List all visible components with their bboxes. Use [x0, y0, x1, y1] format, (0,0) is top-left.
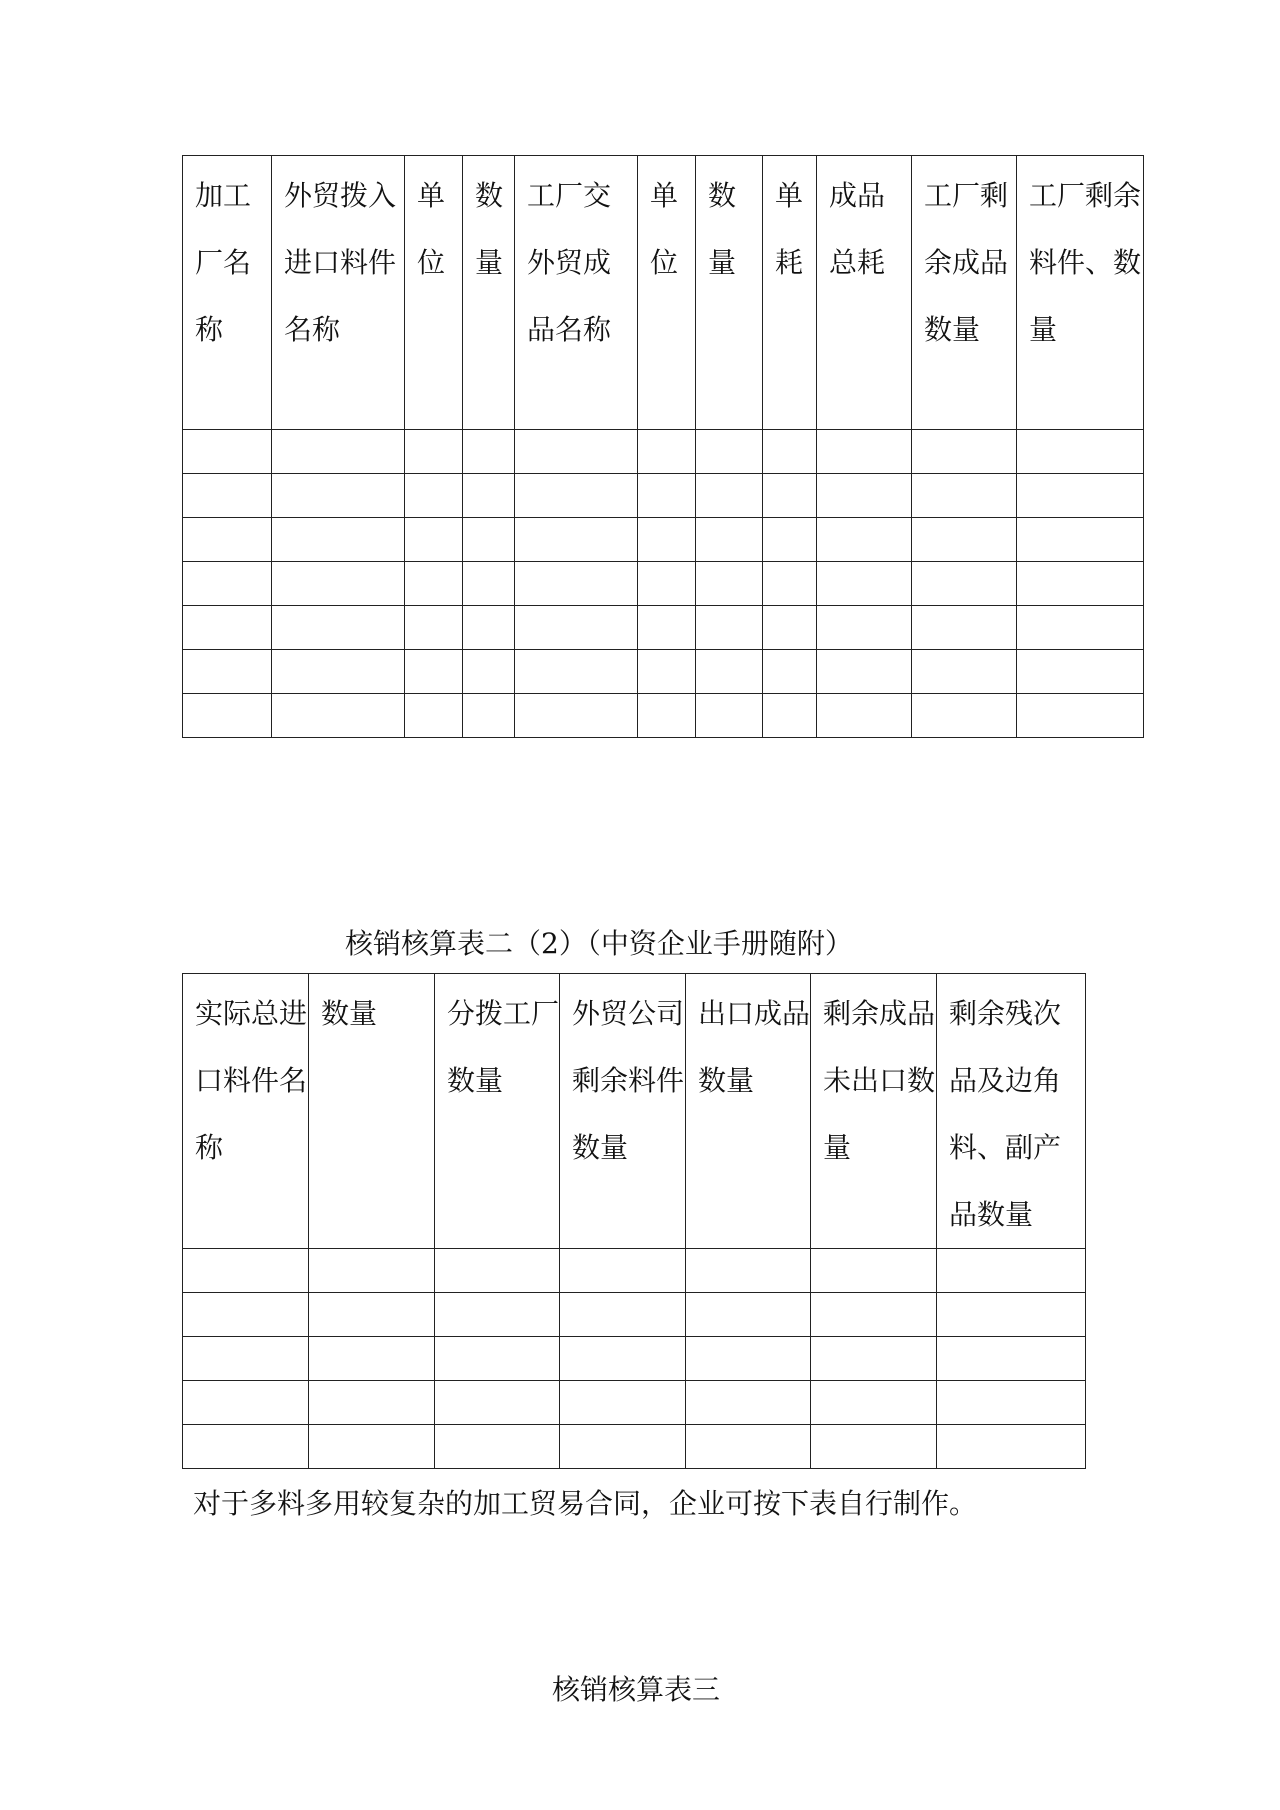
table-cell: [937, 1381, 1086, 1425]
table-cell: [309, 1249, 435, 1293]
table-body: [183, 430, 1144, 738]
table-cell: [638, 518, 696, 562]
table-cell: [405, 474, 463, 518]
table-cell: [272, 430, 405, 474]
header-quantity-2: 数量: [696, 156, 763, 430]
table-row: [183, 562, 1144, 606]
header-remaining-unexported: 剩余成品未出口数量: [811, 974, 937, 1249]
table-cell: [309, 1425, 435, 1469]
table-cell: [937, 1337, 1086, 1381]
header-unit-consumption: 单耗: [763, 156, 817, 430]
table-row: [183, 650, 1144, 694]
table-cell: [763, 606, 817, 650]
table-cell: [696, 606, 763, 650]
table-cell: [811, 1337, 937, 1381]
table-cell: [183, 694, 272, 738]
table-cell: [405, 518, 463, 562]
table-body: [183, 1249, 1086, 1469]
table-cell: [515, 694, 638, 738]
header-quantity: 数量: [309, 974, 435, 1249]
table-row: [183, 606, 1144, 650]
table-cell: [912, 430, 1017, 474]
table-cell: [763, 694, 817, 738]
table-cell: [560, 1293, 686, 1337]
table-cell: [817, 650, 912, 694]
table-cell: [183, 562, 272, 606]
table-cell: [686, 1425, 811, 1469]
table-cell: [696, 694, 763, 738]
table-cell: [696, 650, 763, 694]
table-cell: [463, 430, 515, 474]
table-cell: [696, 562, 763, 606]
table-cell: [912, 650, 1017, 694]
table-cell: [696, 430, 763, 474]
header-factory-name: 加工厂名称: [183, 156, 272, 430]
table-cell: [183, 430, 272, 474]
table-cell: [1017, 562, 1144, 606]
table-row: [183, 1425, 1086, 1469]
table-row: [183, 1249, 1086, 1293]
table-2-title: 核销核算表二（2）（中资企业手册随附）: [345, 927, 853, 960]
table-cell: [463, 606, 515, 650]
table-cell: [463, 474, 515, 518]
table-row: [183, 1381, 1086, 1425]
header-unit-2: 单位: [638, 156, 696, 430]
table-3-title: 核销核算表三: [552, 1673, 721, 1706]
table-cell: [560, 1249, 686, 1293]
table-header-row: [183, 974, 1086, 1249]
table-cell: [638, 562, 696, 606]
table-cell: [817, 518, 912, 562]
table-cell: [183, 606, 272, 650]
table-cell: [272, 562, 405, 606]
table-cell: [638, 650, 696, 694]
table-cell: [638, 694, 696, 738]
table-cell: [817, 562, 912, 606]
table-cell: [405, 650, 463, 694]
table-cell: [515, 606, 638, 650]
header-trading-company-remaining: 外贸公司剩余料件数量: [560, 974, 686, 1249]
table-cell: [1017, 694, 1144, 738]
table-cell: [763, 518, 817, 562]
table-cell: [817, 606, 912, 650]
header-total-consumption: 成品总耗: [817, 156, 912, 430]
table-cell: [937, 1293, 1086, 1337]
table-cell: [435, 1381, 560, 1425]
header-allocated-factory-quantity: 分拨工厂数量: [435, 974, 560, 1249]
header-actual-import-material-name: 实际总进口料件名称: [183, 974, 309, 1249]
table-cell: [763, 474, 817, 518]
header-remaining-products: 工厂剩余成品数量: [912, 156, 1017, 430]
table-cell: [405, 606, 463, 650]
table-cell: [463, 518, 515, 562]
table-cell: [811, 1425, 937, 1469]
table-cell: [912, 474, 1017, 518]
table-cell: [272, 650, 405, 694]
table-cell: [686, 1381, 811, 1425]
note-text: 对于多料多用较复杂的加工贸易合同，企业可按下表自行制作。: [193, 1487, 978, 1520]
table-cell: [696, 474, 763, 518]
table-row: [183, 1293, 1086, 1337]
table-cell: [560, 1337, 686, 1381]
table-cell: [686, 1337, 811, 1381]
header-defective-scrap-byproducts: 剩余残次品及边角料、副产品数量: [937, 974, 1086, 1249]
table-cell: [811, 1249, 937, 1293]
table-cell: [515, 474, 638, 518]
table-cell: [1017, 430, 1144, 474]
table-cell: [937, 1425, 1086, 1469]
table-cell: [1017, 650, 1144, 694]
header-imported-material-name: 外贸拨入进口料件名称: [272, 156, 405, 430]
verification-table-1: [182, 155, 1144, 738]
table-cell: [272, 474, 405, 518]
table-cell: [912, 606, 1017, 650]
table-cell: [435, 1425, 560, 1469]
table-cell: [183, 518, 272, 562]
table-cell: [817, 694, 912, 738]
table-cell: [515, 562, 638, 606]
table-row: [183, 1337, 1086, 1381]
header-unit: 单位: [405, 156, 463, 430]
table-cell: [912, 562, 1017, 606]
table-cell: [1017, 518, 1144, 562]
table-cell: [638, 474, 696, 518]
table-header-row: [183, 156, 1144, 430]
table-cell: [1017, 474, 1144, 518]
table-cell: [183, 1293, 309, 1337]
header-finished-product-name: 工厂交外贸成品名称: [515, 156, 638, 430]
table-cell: [405, 430, 463, 474]
table-cell: [405, 562, 463, 606]
table-row: [183, 430, 1144, 474]
table-cell: [463, 562, 515, 606]
table-cell: [515, 430, 638, 474]
table-cell: [515, 518, 638, 562]
table-row: [183, 474, 1144, 518]
table-cell: [763, 650, 817, 694]
table-cell: [309, 1337, 435, 1381]
table-cell: [435, 1337, 560, 1381]
table-cell: [183, 1249, 309, 1293]
table-cell: [937, 1249, 1086, 1293]
table-row: [183, 694, 1144, 738]
table-cell: [272, 518, 405, 562]
table-cell: [696, 518, 763, 562]
table-cell: [463, 694, 515, 738]
header-quantity: 数量: [463, 156, 515, 430]
table-cell: [912, 694, 1017, 738]
table-row: [183, 518, 1144, 562]
header-remaining-materials: 工厂剩余料件、数量: [1017, 156, 1144, 430]
table-cell: [811, 1381, 937, 1425]
table-cell: [1017, 606, 1144, 650]
table-cell: [763, 562, 817, 606]
table-cell: [405, 694, 463, 738]
table-cell: [686, 1293, 811, 1337]
table-cell: [817, 430, 912, 474]
table-cell: [183, 474, 272, 518]
table-cell: [435, 1249, 560, 1293]
table-cell: [763, 430, 817, 474]
table-cell: [309, 1293, 435, 1337]
header-exported-products: 出口成品数量: [686, 974, 811, 1249]
table-cell: [183, 650, 272, 694]
table-cell: [638, 430, 696, 474]
table-cell: [560, 1381, 686, 1425]
table-cell: [272, 606, 405, 650]
table-cell: [272, 694, 405, 738]
table-cell: [435, 1293, 560, 1337]
table-cell: [515, 650, 638, 694]
table-cell: [638, 606, 696, 650]
table-cell: [912, 518, 1017, 562]
table-cell: [183, 1381, 309, 1425]
table-cell: [183, 1425, 309, 1469]
table-cell: [309, 1381, 435, 1425]
table-cell: [560, 1425, 686, 1469]
table-cell: [463, 650, 515, 694]
table-cell: [686, 1249, 811, 1293]
table-cell: [811, 1293, 937, 1337]
verification-table-2: [182, 973, 1086, 1469]
table-cell: [817, 474, 912, 518]
table-cell: [183, 1337, 309, 1381]
